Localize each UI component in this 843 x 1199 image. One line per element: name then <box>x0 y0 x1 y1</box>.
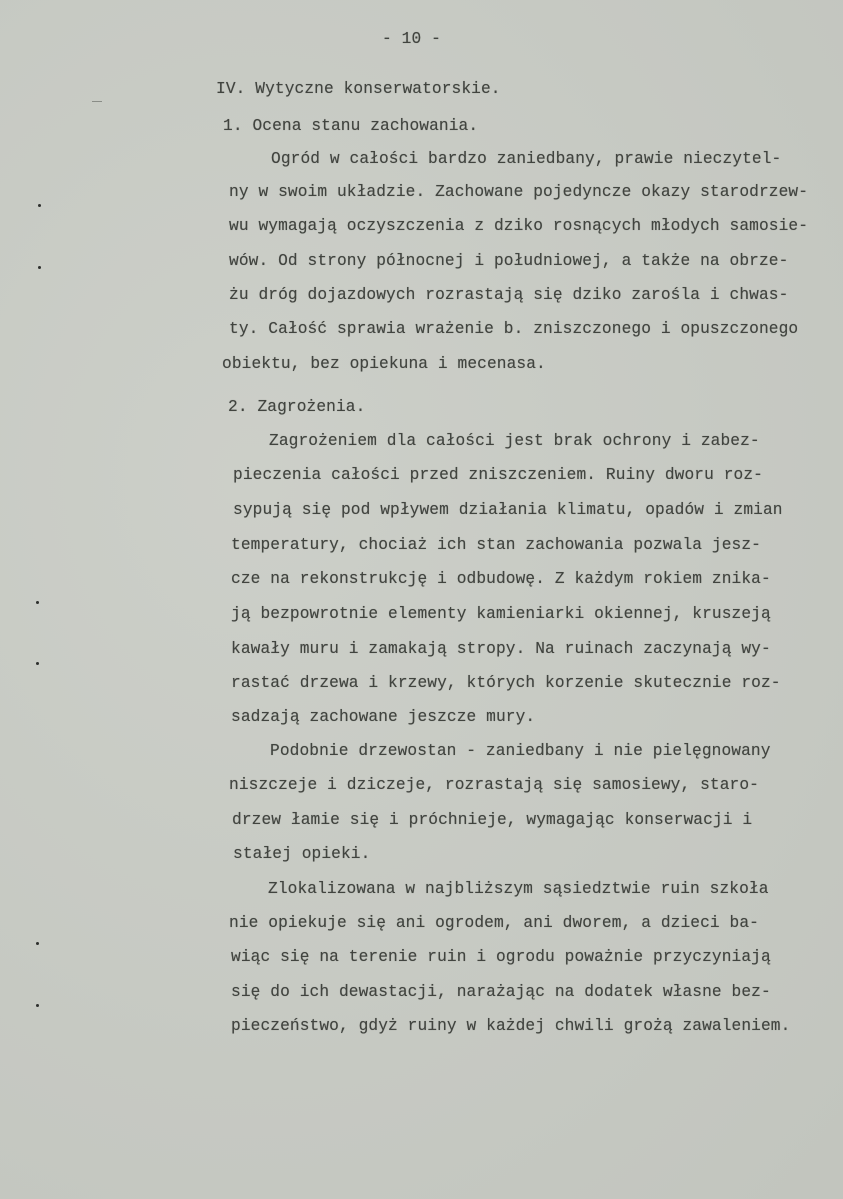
text-line: sypują się pod wpływem działania klimatu, opadów i zmian <box>233 501 783 519</box>
punch-hole <box>36 662 39 665</box>
text-line: pieczenia całości przed zniszczeniem. Ruiny dworu roz- <box>233 466 763 484</box>
text-line: ją bezpowrotnie elementy kamieniarki okiennej, kruszeją <box>231 605 771 623</box>
text-line: pieczeństwo, gdyż ruiny w każdej chwili grożą zawaleniem. <box>231 1017 791 1035</box>
punch-hole <box>36 601 39 604</box>
text-line: wiąc się na terenie ruin i ogrodu poważnie przyczyniają <box>231 948 771 966</box>
text-line: temperatury, chociaż ich stan zachowania pozwala jesz- <box>231 536 761 554</box>
text-line: ny w swoim układzie. Zachowane pojedyncze okazy starodrzew- <box>229 183 809 201</box>
punch-hole <box>36 942 39 945</box>
text-line: drzew łamie się i próchnieje, wymagając konserwacji i <box>232 811 753 829</box>
punch-hole <box>38 266 41 269</box>
punch-hole <box>38 204 41 207</box>
text-line: Ogród w całości bardzo zaniedbany, prawie nieczytel- <box>271 150 782 168</box>
subsection-title: 1. Ocena stanu zachowania. <box>223 117 479 135</box>
text-line: wu wymagają oczyszczenia z dziko rosnących młodych samosie- <box>229 217 809 235</box>
margin-mark <box>92 101 102 102</box>
text-line: się do ich dewastacji, narażając na dodatek własne bez- <box>231 983 771 1001</box>
text-line: ty. Całość sprawia wrażenie b. zniszczonego i opuszczonego <box>229 320 799 338</box>
subsection-title: 2. Zagrożenia. <box>228 398 366 416</box>
text-line: sadzają zachowane jeszcze mury. <box>231 708 536 726</box>
text-line: Podobnie drzewostan - zaniedbany i nie pielęgnowany <box>270 742 771 760</box>
text-line: wów. Od strony północnej i południowej, a także na obrze- <box>229 252 789 270</box>
text-line: niszczeje i dziczeje, rozrastają się samosiewy, staro- <box>229 776 759 794</box>
text-line: Zlokalizowana w najbliższym sąsiedztwie ruin szkoła <box>268 880 769 898</box>
text-line: obiektu, bez opiekuna i mecenasa. <box>222 355 546 373</box>
text-line: kawały muru i zamakają stropy. Na ruinach zaczynają wy- <box>231 640 771 658</box>
text-line: stałej opieki. <box>233 845 371 863</box>
text-line: nie opiekuje się ani ogrodem, ani dworem, a dzieci ba- <box>229 914 759 932</box>
text-line: rastać drzewa i krzewy, których korzenie skutecznie roz- <box>231 674 781 692</box>
punch-hole <box>36 1004 39 1007</box>
text-line: żu dróg dojazdowych rozrastają się dziko zarośla i chwas- <box>229 286 789 304</box>
page-number: - 10 - <box>382 30 441 48</box>
text-line: cze na rekonstrukcję i odbudowę. Z każdym rokiem znika- <box>231 570 771 588</box>
text-line: Zagrożeniem dla całości jest brak ochrony i zabez- <box>269 432 760 450</box>
section-heading: IV. Wytyczne konserwatorskie. <box>216 80 501 98</box>
